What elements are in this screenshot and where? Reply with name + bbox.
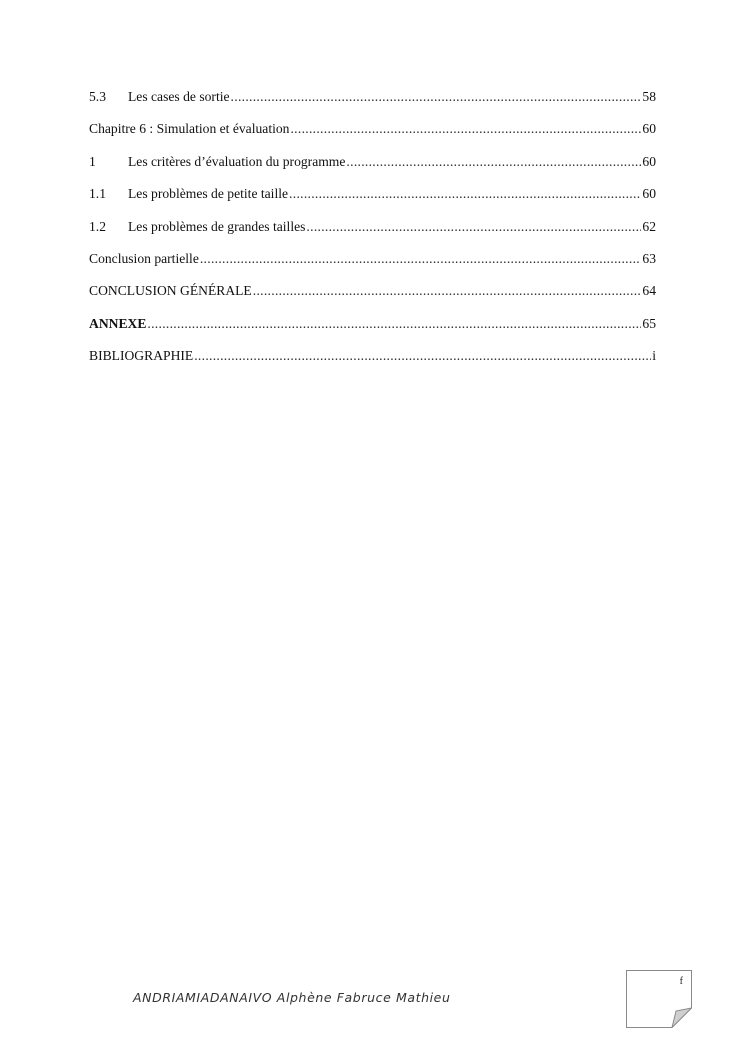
toc-entry-1-1[interactable] xyxy=(89,183,656,215)
toc-entry-page: 60 xyxy=(642,121,656,137)
toc-entry-number: 1 xyxy=(89,153,96,169)
toc-entry-annexe[interactable] xyxy=(89,313,656,345)
toc-entry-title: Les cases de sortie xyxy=(128,89,230,104)
page-number-folded-corner xyxy=(626,970,692,1028)
toc-entry-page: 60 xyxy=(642,153,656,169)
toc-entry-number: 1.1 xyxy=(89,186,106,202)
toc-dot-leader xyxy=(289,183,641,205)
toc-entry-page: 65 xyxy=(642,315,656,331)
toc-entry-conclusion-partielle[interactable] xyxy=(89,248,656,280)
toc-entry-title: Les critères d’évaluation du programme xyxy=(128,153,346,169)
toc-dot-leader xyxy=(200,248,642,270)
toc-dot-leader xyxy=(253,280,642,302)
toc-dot-leader xyxy=(194,345,651,367)
toc-entry-conclusion-generale[interactable] xyxy=(89,280,656,312)
toc-dot-leader xyxy=(346,151,641,173)
toc-dot-leader xyxy=(147,313,641,335)
footer-author-name: ANDRIAMIADANAIVO Alphène Fabruce Mathieu xyxy=(133,990,451,1005)
toc-entry-page: 64 xyxy=(642,283,656,299)
toc-entry-page: 63 xyxy=(642,250,656,266)
toc-entry-page: 62 xyxy=(642,218,656,234)
toc-entry-title: BIBLIOGRAPHIE xyxy=(89,348,194,364)
toc-dot-leader xyxy=(290,118,641,140)
page-number: f xyxy=(679,976,683,987)
toc-dot-leader xyxy=(231,86,642,108)
toc-entry-page: 58 xyxy=(642,89,656,104)
toc-entry-title: Chapitre 6 : Simulation et évaluation xyxy=(89,121,290,137)
toc-entry-title: Les problèmes de grandes tailles xyxy=(128,218,306,234)
toc-entry-chapitre-6[interactable] xyxy=(89,118,656,150)
toc-entry-bibliographie[interactable] xyxy=(89,345,656,377)
toc-dot-leader xyxy=(306,216,641,238)
toc-entry-5-3[interactable] xyxy=(89,86,656,118)
toc-entry-1-2[interactable] xyxy=(89,216,656,248)
toc-entry-number: 1.2 xyxy=(89,218,106,234)
toc-entry-title: ANNEXE xyxy=(89,315,147,331)
toc-entry-page: 60 xyxy=(642,186,656,202)
toc-entry-1[interactable] xyxy=(89,151,656,183)
toc-entry-title: Conclusion partielle xyxy=(89,250,199,266)
toc-entry-page: i xyxy=(652,348,656,364)
toc-entry-title: CONCLUSION GÉNÉRALE xyxy=(89,283,252,299)
toc-entry-title: Les problèmes de petite taille xyxy=(128,186,289,202)
toc-entry-number: 5.3 xyxy=(89,89,106,104)
table-of-contents xyxy=(89,86,656,378)
